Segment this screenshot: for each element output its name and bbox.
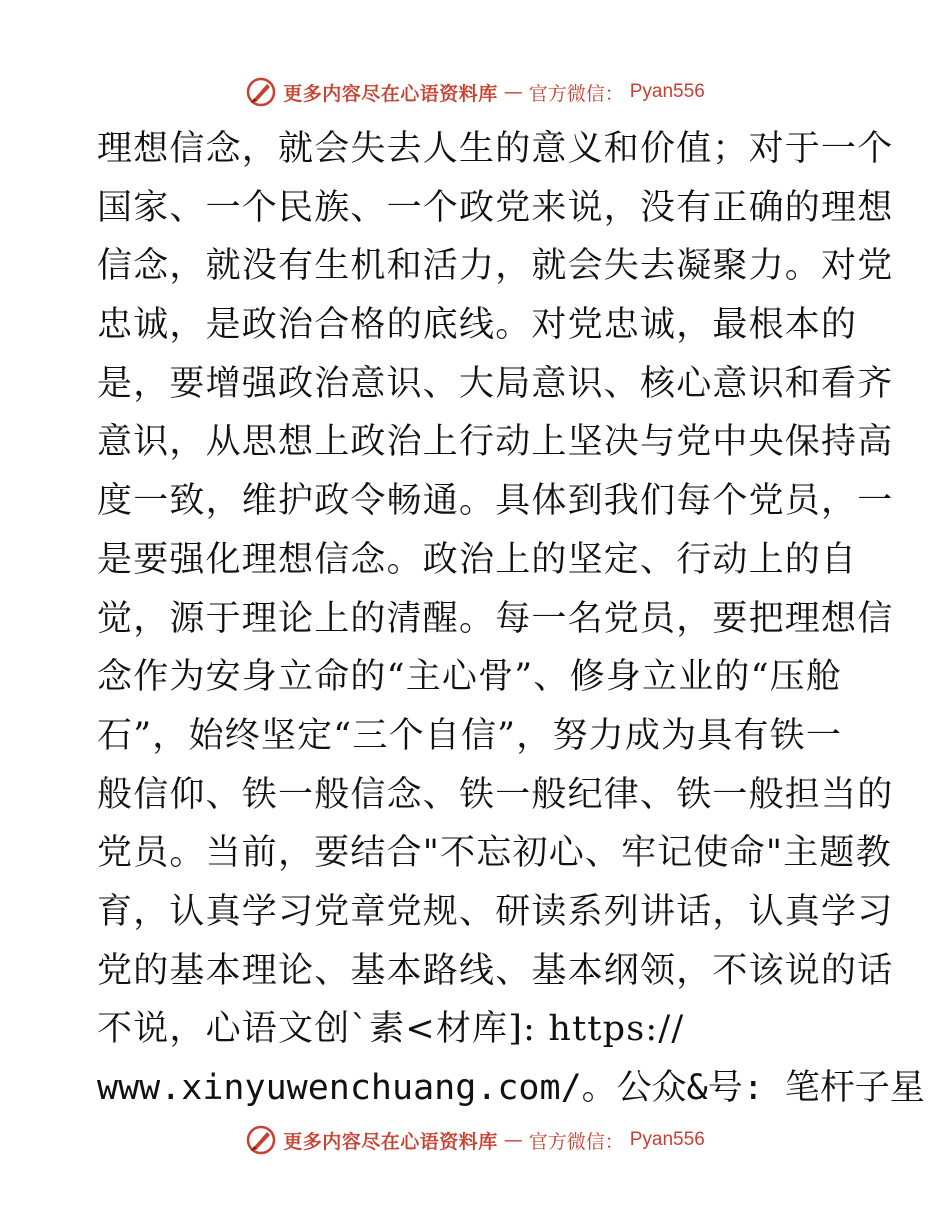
- body-line: 是要强化理想信念。政治上的坚定、行动上的自: [97, 539, 858, 580]
- body-line: 度一致，维护政令畅通。具体到我们每个党员，一: [97, 481, 894, 522]
- body-line-link: 不说，心语文创`素<材库]: https://: [97, 1009, 685, 1050]
- header-wechat-id: Pyan556: [629, 81, 705, 102]
- header-wechat-label: 官方微信：: [528, 82, 624, 105]
- body-line: 育，认真学习党章党规、研读系列讲话，认真学习: [97, 891, 894, 932]
- footer-wechat-label: 官方微信：: [528, 1130, 624, 1153]
- document-body: [97, 120, 925, 1118]
- body-line: 信念，就没有生机和活力，就会失去凝聚力。对党: [97, 246, 894, 287]
- body-line: 是，要增强政治意识、大局意识、核心意识和看齐: [97, 363, 894, 404]
- body-line: 意识，从思想上政治上行动上坚决与党中央保持高: [97, 422, 894, 463]
- body-line: 党员。当前，要结合"不忘初心、牢记使命"主题教: [97, 833, 892, 874]
- footer-wechat-id: Pyan556: [629, 1129, 705, 1150]
- footer-banner-dash: —: [503, 1129, 523, 1151]
- body-line: 石”，始终坚定“三个自信”，努力成为具有铁一: [97, 715, 843, 756]
- body-line: 国家、一个民族、一个政党来说，没有正确的理想: [97, 187, 894, 228]
- body-line-url: www.xinyuwenchuang.com/。公众&号: 笔杆子星: [97, 1068, 925, 1108]
- quill-pen-logo-icon: [245, 76, 277, 108]
- body-line: 觉，源于理论上的清醒。每一名党员，要把理想信: [97, 598, 894, 639]
- page-footer-banner: [0, 1120, 950, 1160]
- body-line: 念作为安身立命的“主心骨”、修身立业的“压舱: [97, 657, 843, 698]
- body-line: 理想信念，就会失去人生的意义和价值；对于一个: [97, 129, 894, 169]
- header-banner-dash: —: [503, 81, 523, 103]
- body-line: 党的基本理论、基本路线、基本纲领，不该说的话: [97, 950, 894, 991]
- page-header-banner: [0, 72, 950, 112]
- header-banner-text: 更多内容尽在心语资料库: [283, 82, 498, 105]
- footer-banner-text: 更多内容尽在心语资料库: [283, 1130, 498, 1153]
- body-line: 般信仰、铁一般信念、铁一般纪律、铁一般担当的: [97, 774, 894, 815]
- quill-pen-logo-icon: [245, 1124, 277, 1156]
- body-line: 忠诚，是政治合格的底线。对党忠诚，最根本的: [97, 305, 858, 346]
